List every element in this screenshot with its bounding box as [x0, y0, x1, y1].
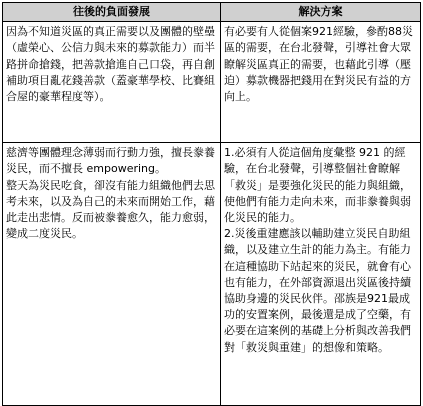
paragraph: 整天為災民吃食，卻沒有能力組織他們去思考未來，以及為自己的未來而開始工作，藉此走出悲情。反而被豢養愈久，能力愈弱，變成二度災民。	[6, 178, 215, 241]
cell-solution-2	[221, 143, 421, 406]
cell-negative-2	[3, 143, 221, 406]
comparison-table	[2, 2, 421, 406]
paragraph: 因為不知道災區的真正需要以及團體的壁壘（虛榮心、公信力與未來的募款能力）而半路拼命搶錢，把善款搶進自己口袋，再自創補助項目亂花錢善款（蓋豪華學校、比賽組合屋的豪華程度等）。	[6, 25, 215, 104]
paragraph: 有必要有人從個案921經驗，參酌88災區的需要，在台北發聲，引導社會大眾瞭解災區真正的需要，也藉此引導（壓迫）募款機器把錢用在對災民有益的方向上。	[224, 25, 413, 104]
cell-negative-1	[3, 22, 221, 143]
header-row	[3, 3, 421, 22]
table-row	[3, 22, 421, 143]
cell-solution-1	[221, 22, 421, 143]
paragraph: 2.災後重建應該以輔助建立災民自助組織，以及建立生計的能力為主。有能力在這種協助下站起來的災民，就會有心也有能力，在外部資源退出災區後持續協助身邊的災民伙伴。邵族是921最成功的安置案例，最後還是成了空藥，有必要在這案例的基礎上分析與改善我們對「救災與重建」的想像和策略。	[224, 227, 411, 354]
paragraph: 慈濟等團體理念薄弱而行動力強，擅長豢養災民，而不擅長 empowering。	[6, 146, 215, 176]
header-negative-development: 往後的負面發展	[3, 3, 221, 22]
table-row	[3, 143, 421, 406]
paragraph: 1.必須有人從這個角度彙整 921 的經驗，在台北發聲，引導整個社會瞭解「救災」是要強化災民的能力與組織，使他們有能力走向未來，而非豢養與弱化災民的能力。	[224, 146, 411, 225]
header-solution: 解決方案	[221, 3, 421, 22]
